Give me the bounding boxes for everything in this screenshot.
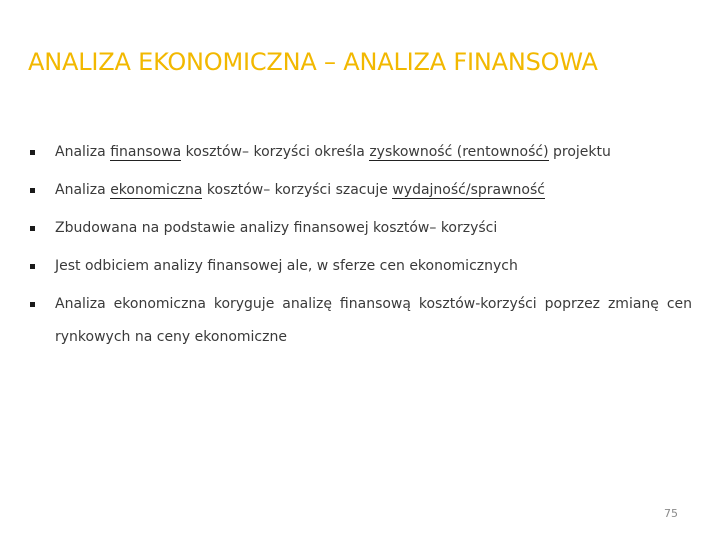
bullet-text: Zbudowana na podstawie analizy finansowej kosztów– korzyści <box>55 220 498 236</box>
underlined-term-finansowa: finansowa <box>110 144 182 160</box>
bullet-item-basis <box>30 220 692 237</box>
bullet-item-economic-analysis <box>30 182 692 199</box>
bullet-text: Analiza <box>55 182 111 198</box>
underlined-term-zyskownosc: zyskowność (rentowność) <box>369 144 549 160</box>
bullet-text: projektu <box>548 144 611 160</box>
bullet-text: Analiza ekonomiczna koryguje analizę finansową kosztów-korzyści poprzez zmianę cen rynkowych na ceny ekonomiczne <box>55 296 692 345</box>
bullet-item-financial-analysis <box>30 144 692 161</box>
bullet-item-reflection <box>30 258 692 275</box>
underlined-term-ekonomiczna: ekonomiczna <box>110 182 203 198</box>
bullet-text: Jest odbiciem analizy finansowej ale, w sferze cen ekonomicznych <box>55 258 518 274</box>
bullet-text: kosztów– korzyści określa <box>181 144 370 160</box>
bullet-text: Analiza <box>55 144 111 160</box>
bullet-text: kosztów– korzyści szacuje <box>202 182 393 198</box>
square-bullet-icon <box>30 150 35 155</box>
slide-title: ANALIZA EKONOMICZNA – ANALIZA FINANSOWA <box>28 48 598 76</box>
square-bullet-icon <box>30 302 35 307</box>
square-bullet-icon <box>30 264 35 269</box>
bullet-item-correction <box>30 288 692 354</box>
page-number: 75 <box>664 507 678 520</box>
square-bullet-icon <box>30 226 35 231</box>
underlined-term-wydajnosc: wydajność/sprawność <box>392 182 545 198</box>
bullet-list <box>30 144 692 375</box>
square-bullet-icon <box>30 188 35 193</box>
